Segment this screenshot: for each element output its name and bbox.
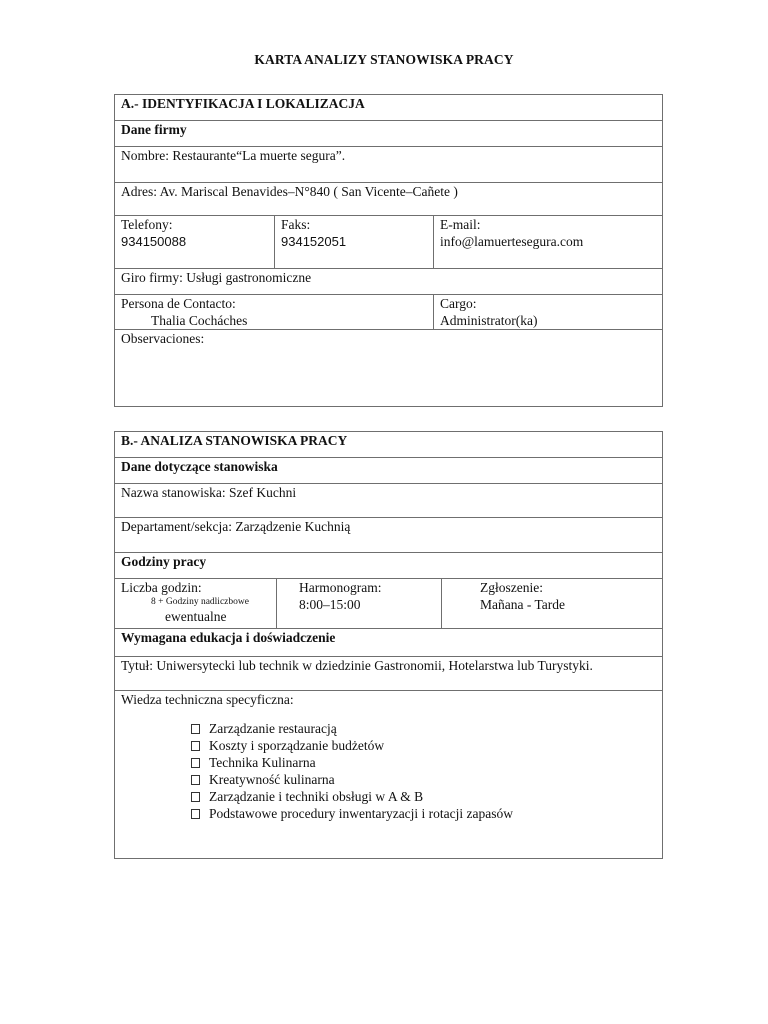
section-a-heading: A.- IDENTYFIKACJA I LOKALIZACJA <box>115 95 663 121</box>
checkbox-bullet-icon <box>191 809 200 819</box>
report-value: Mañana - Tarde <box>480 597 566 612</box>
list-item: Zarządzanie i techniki obsługi w A & B <box>191 788 662 805</box>
checkbox-bullet-icon <box>191 724 200 734</box>
list-item: Kreatywność kulinarna <box>191 771 662 788</box>
hours-heading: Godziny pracy <box>115 553 663 579</box>
skills-list <box>191 720 662 822</box>
job-data-heading: Dane dotyczące stanowiska <box>115 458 663 484</box>
schedule-value: 8:00–15:00 <box>299 597 361 612</box>
report-label: Zgłoszenie: <box>480 580 543 595</box>
list-item: Zarządzanie restauracją <box>191 720 662 737</box>
email-cell <box>434 216 663 269</box>
checkbox-bullet-icon <box>191 741 200 751</box>
fax-cell <box>275 216 434 269</box>
position-value: Administrator(ka) <box>440 313 538 328</box>
hours-value-2: ewentualne <box>165 609 227 624</box>
company-name: Nombre: Restaurante“La muerte segura”. <box>115 147 663 183</box>
hours-cell <box>115 579 277 629</box>
contact-label: Persona de Contacto: <box>121 296 236 311</box>
company-address: Adres: Av. Mariscal Benavides–N°840 ( San Vicente–Cañete ) <box>115 183 663 216</box>
position-label: Cargo: <box>440 296 477 311</box>
email-label: E-mail: <box>440 217 481 232</box>
schedule-label: Harmonogram: <box>299 580 382 595</box>
fax-label: Faks: <box>281 217 311 232</box>
company-data-heading: Dane firmy <box>115 121 663 147</box>
observations: Observaciones: <box>115 330 663 407</box>
knowledge-cell <box>115 691 663 859</box>
contact-cell <box>115 295 434 330</box>
schedule-cell <box>277 579 442 629</box>
business-type: Giro firmy: Usługi gastronomiczne <box>115 269 663 295</box>
list-item: Podstawowe procedury inwentaryzacji i rotacji zapasów <box>191 805 662 822</box>
job-name: Nazwa stanowiska: Szef Kuchni <box>115 484 663 518</box>
phone-value: 934150088 <box>121 234 187 249</box>
checkbox-bullet-icon <box>191 775 200 785</box>
section-b-table <box>114 431 663 859</box>
contact-value: Thalia Cocháches <box>151 313 248 328</box>
knowledge-label: Wiedza techniczna specyficzna: <box>121 692 294 707</box>
fax-value: 934152051 <box>281 234 347 249</box>
hours-label: Liczba godzin: <box>121 580 202 595</box>
report-cell <box>442 579 663 629</box>
checkbox-bullet-icon <box>191 792 200 802</box>
document-title: KARTA ANALIZY STANOWISKA PRACY <box>254 52 514 67</box>
list-item: Technika Kulinarna <box>191 754 662 771</box>
checkbox-bullet-icon <box>191 758 200 768</box>
list-item: Koszty i sporządzanie budżetów <box>191 737 662 754</box>
degree: Tytuł: Uniwersytecki lub technik w dziedzinie Gastronomii, Hotelarstwa lub Turystyki. <box>115 657 663 691</box>
section-b-heading: B.- ANALIZA STANOWISKA PRACY <box>115 432 663 458</box>
section-a-table <box>114 94 663 407</box>
hours-value: 8 + Godziny nadliczbowe <box>151 597 249 607</box>
education-heading: Wymagana edukacja i doświadczenie <box>115 629 663 657</box>
department: Departament/sekcja: Zarządzenie Kuchnią <box>115 518 663 553</box>
phone-cell <box>115 216 275 269</box>
position-cell <box>434 295 663 330</box>
phone-label: Telefony: <box>121 217 173 232</box>
email-value: info@lamuertesegura.com <box>440 234 584 249</box>
